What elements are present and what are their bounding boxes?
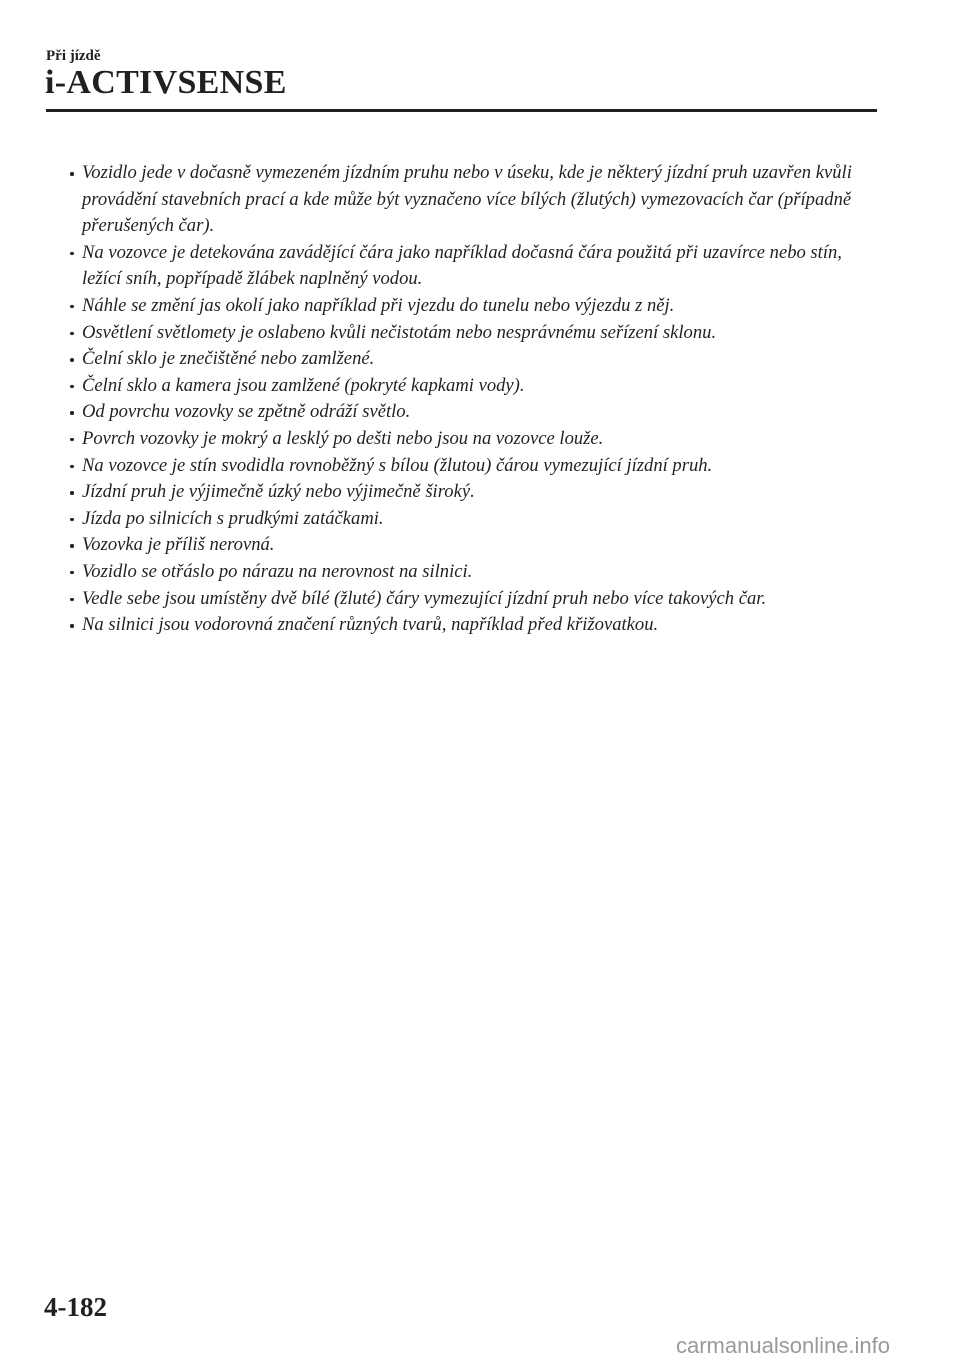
list-item [68, 160, 880, 240]
bullet-icon [70, 252, 74, 256]
list-item [68, 612, 880, 639]
list-item [68, 559, 880, 586]
bullet-icon [70, 332, 74, 336]
list-item-text: Jízda po silnicích s prudkými zatáčkami. [82, 507, 384, 529]
list-item-text: Vozidlo jede v dočasně vymezeném jízdním pruhu nebo v úseku, kde je některý jízdní pruh uzavřen kvůli provádění stavebních prací a kde může být vyznačeno více bílých (žlutých) vymezovacích čar (případně přerušených čar). [82, 162, 852, 237]
bullet-icon [70, 624, 74, 628]
bullet-icon [70, 172, 74, 176]
page-number: 4-182 [44, 1292, 107, 1322]
list-item-text: Na vozovce je stín svodidla rovnoběžný s bílou (žlutou) čárou vymezující jízdní pruh. [82, 454, 713, 476]
list-item-text: Jízdní pruh je výjimečně úzký nebo výjimečně široký. [82, 481, 475, 503]
list-item [68, 479, 880, 506]
list-item-text: Náhle se změní jas okolí jako například při vjezdu do tunelu nebo výjezdu z něj. [82, 294, 675, 316]
bullet-icon [70, 465, 74, 469]
list-item-text: Osvětlení světlomety je oslabeno kvůli nečistotám nebo nesprávnému seřízení sklonu. [82, 321, 717, 343]
list-item-text: Vozidlo se otřáslo po nárazu na nerovnost na silnici. [82, 560, 473, 582]
list-item [68, 586, 880, 613]
list-item-text: Na silnici jsou vodorovná značení různých tvarů, například před křižovatkou. [82, 614, 659, 636]
list-item [68, 399, 880, 426]
list-item [68, 506, 880, 533]
bullet-icon [70, 518, 74, 522]
watermark: carmanualsonline.info [676, 1333, 891, 1358]
bullet-icon [70, 411, 74, 415]
list-item-text: Čelní sklo je znečištěné nebo zamlžené. [82, 348, 375, 370]
list-item [68, 373, 880, 400]
bullet-icon [70, 438, 74, 442]
list-item [68, 320, 880, 347]
list-item [68, 346, 880, 373]
list-item [68, 453, 880, 480]
list-item [68, 293, 880, 320]
list-item [68, 532, 880, 559]
list-item-text: Od povrchu vozovky se zpětně odráží světlo. [82, 401, 411, 423]
list-item [68, 426, 880, 453]
bullet-icon [70, 544, 74, 548]
bullet-icon [70, 491, 74, 495]
bullet-icon [70, 305, 74, 309]
bullet-icon [70, 358, 74, 362]
list-item-text: Na vozovce je detekována zavádějící čára jako například dočasná čára použitá při uzavírce nebo stín, ležící sníh, popřípadě žlábek naplněný vodou. [82, 241, 842, 290]
list-item-text: Povrch vozovky je mokrý a lesklý po dešti nebo jsou na vozovce louže. [82, 427, 604, 449]
list-item-text: Vozovka je příliš nerovná. [82, 534, 275, 556]
page-title: i-ACTIVSENSE [45, 64, 287, 101]
section-label: Při jízdě [46, 48, 101, 64]
condition-list [68, 160, 880, 639]
list-item-text: Vedle sebe jsou umístěny dvě bílé (žluté) čáry vymezující jízdní pruh nebo více takových čar. [82, 587, 767, 609]
bullet-icon [70, 571, 74, 575]
bullet-icon [70, 385, 74, 389]
list-item-text: Čelní sklo a kamera jsou zamlžené (pokryté kapkami vody). [82, 374, 525, 396]
title-divider [46, 109, 877, 112]
list-item [68, 240, 880, 293]
bullet-icon [70, 598, 74, 602]
